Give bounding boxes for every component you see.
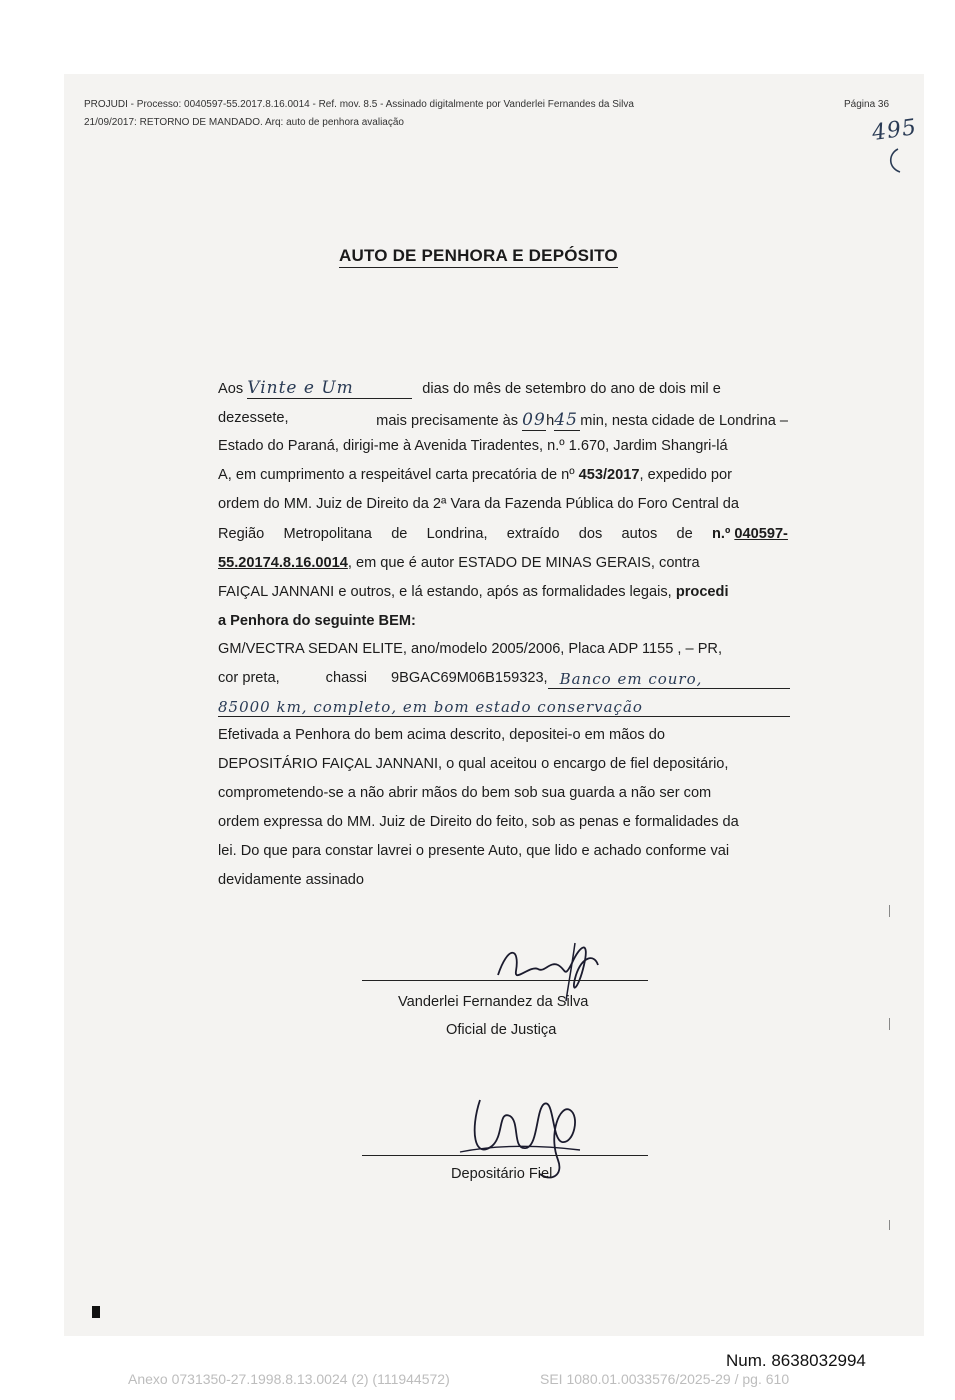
header-line-1: PROJUDI - Processo: 0040597-55.2017.8.16.0014 - Ref. mov. 8.5 - Assinado digitalmente por Vanderlei Fernandes da Silva [84,99,634,110]
officer-signature-line [362,980,648,981]
scan-mark [889,1018,890,1030]
body-line-4: A, em cumprimento a respeitável carta precatória de nº 453/2017, expedido por [218,467,732,483]
body-line-13: Efetivada a Penhora do bem acima descrito, depositei-o em mãos do [218,727,665,743]
handwritten-description-1: Banco em couro, [548,670,790,689]
body-line-5: ordem do MM. Juiz de Direito da 2ª Vara da Fazenda Pública do Foro Central da [218,496,740,512]
body-line-10: GM/VECTRA SEDAN ELITE, ano/modelo 2005/2006, Placa ADP 1155 , – PR, [218,641,723,657]
header-line-2: 21/09/2017: RETORNO DE MANDADO. Arq: auto de penhora avaliação [84,117,404,128]
body-line-17: lei. Do que para constar lavrei o presente Auto, que lido e achado conforme vai [218,843,730,859]
handwritten-description-2: 85000 km, completo, em bom estado conservação [218,698,790,717]
body-line-12 [218,698,790,717]
body-line-1: Aos Vinte e Um dias do mês de setembro do ano de dois mil e [218,378,721,398]
handwritten-folio: 495 [870,114,919,147]
scan-mark [889,905,890,917]
sei-reference: SEI 1080.01.0033576/2025-29 / pg. 610 [540,1371,790,1387]
body-line-7: 55.20174.8.16.0014, em que é autor ESTADO DE MINAS GERAIS, contra [218,555,700,571]
officer-name: Vanderlei Fernandez da Silva [398,994,589,1010]
body-line-16: ordem expressa do MM. Juiz de Direito do feito, sob as penas e formalidades da [218,814,739,830]
body-line-11: cor preta, chassi 9BGAC69M06B159323, Banco em couro, [218,670,790,689]
page-number: Página 36 [844,99,890,110]
scan-mark [889,1220,890,1230]
officer-role: Oficial de Justiça [446,1022,557,1038]
document-number: Num. 8638032994 [726,1351,866,1370]
folio-mark [884,146,904,176]
depositary-role: Depositário Fiel [451,1166,553,1182]
handwritten-day: Vinte e Um [247,378,412,399]
body-line-8: FAIÇAL JANNANI e outros, e lá estando, após as formalidades legais, procedi [218,584,729,600]
scan-marker [92,1306,100,1318]
body-line-14: DEPOSITÁRIO FAIÇAL JANNANI, o qual aceitou o encargo de fiel depositário, [218,756,729,772]
body-line-3: Estado do Paraná, dirigi-me à Avenida Tiradentes, n.º 1.670, Jardim Shangri-lá [218,438,728,454]
document-title: AUTO DE PENHORA E DEPÓSITO [339,246,618,268]
handwritten-hour: 09 [522,410,546,430]
depositary-signature-line [362,1155,648,1156]
body-line-6: Região Metropolitana de Londrina, extraído dos autos de n.º 040597- [218,526,788,542]
handwritten-minute: 45 [554,410,580,431]
body-line-9: a Penhora do seguinte BEM: [218,613,416,629]
body-line-15: comprometendo-se a não abrir mãos do bem sob sua guarda a não ser com [218,785,712,801]
body-line-18: devidamente assinado [218,872,365,888]
annex-reference: Anexo 0731350-27.1998.8.13.0024 (2) (111944572) [128,1371,450,1387]
body-line-2: dezessete, mais precisamente às 09h45 min, nesta cidade de Londrina – [218,410,788,430]
